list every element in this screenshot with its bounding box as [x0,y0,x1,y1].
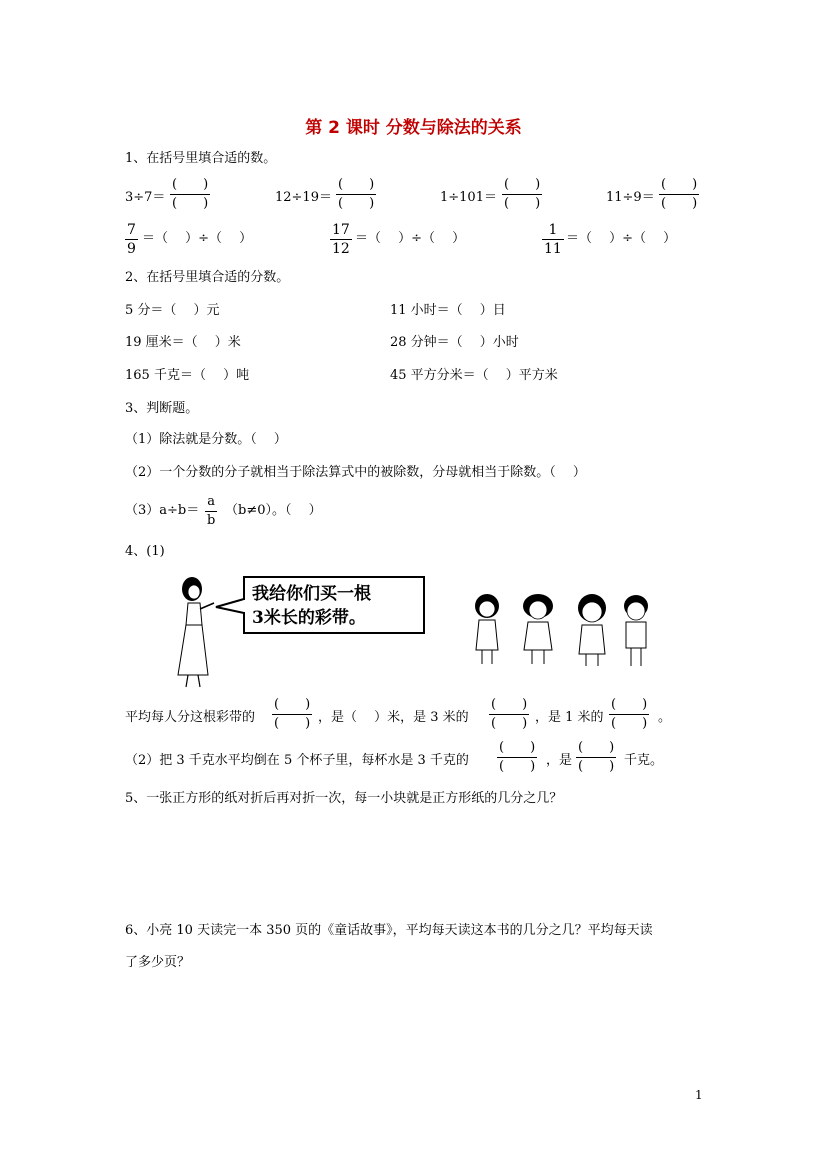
speech-line-2: 3米长的彩带。 [252,608,366,628]
speech-line-1: 我给你们买一根 [252,584,371,604]
q1-division-blanks-2[interactable]: ＝（ ）÷（ ） [355,231,466,246]
q3-heading: 3、判断题。 [125,401,199,416]
q5-text: 5、一张正方形的纸对折后再对折一次，每一小块就是正方形纸的几分之几？ [125,791,563,806]
q1-answer-fraction-2 [336,177,376,212]
q4-line1-d: 。 [658,710,672,725]
blank[interactable]: ( ) [578,740,615,755]
q1-division-blanks-3[interactable]: ＝（ ）÷（ ） [566,231,677,246]
q2-item-3[interactable]: 19 厘米＝（ ）米 [125,335,241,350]
q4-line2-b: ，是 [546,753,573,768]
page-title: 第 2 课时 分数与除法的关系 [305,118,522,138]
blank[interactable]: ( ) [491,716,528,731]
blank[interactable]: ( ) [578,759,615,774]
q2-item-4[interactable]: 28 分钟＝（ ）小时 [390,335,519,350]
q4-line2-c: 千克。 [624,753,664,768]
q1-expr-3: 1÷101＝ [440,190,497,205]
q1-answer-fraction-1 [170,177,210,212]
q1-fraction-17-12: 17 12 [332,222,350,257]
blank[interactable]: ( ) [499,740,536,755]
blank[interactable]: ( ) [611,716,648,731]
q1-fraction-1-11: 1 11 [544,222,562,257]
blank[interactable]: ( ) [274,716,311,731]
q3-item-1[interactable]: （1）除法就是分数。（ ） [125,432,287,447]
q4-fraction-blank-4 [497,740,537,775]
blank[interactable]: ( ) [661,177,698,192]
q1-expr-4: 11÷9＝ [606,190,655,205]
q4-line1-a: 平均每人分这根彩带的 [125,710,256,725]
page-number: 1 [695,1088,703,1102]
q6-line-2: 了多少页？ [125,955,191,970]
blank[interactable]: ( ) [504,196,541,211]
blank[interactable]: ( ) [338,196,375,211]
blank[interactable]: ( ) [338,177,375,192]
q3-fraction-a-b: a b [207,494,216,528]
q4-heading: 4、(1) [125,544,165,559]
blank[interactable]: ( ) [172,196,209,211]
q1-expr-2: 12÷19＝ [275,190,332,205]
q2-heading: 2、在括号里填合适的分数。 [125,270,290,285]
q1-heading: 1、在括号里填合适的数。 [125,151,277,166]
q2-item-2[interactable]: 11 小时＝（ ）日 [390,303,506,318]
q4-line2-a: （2）把 3 千克水平均倒在 5 个杯子里，每杯水是 3 千克的 [125,753,469,768]
q3-item-3-prefix: （3）a÷b＝ [125,503,200,518]
blank[interactable]: ( ) [274,697,311,712]
q4-fraction-blank-5 [576,740,616,775]
q1-division-blanks-1[interactable]: ＝（ ）÷（ ） [142,231,253,246]
q2-item-1[interactable]: 5 分＝（ ）元 [125,303,220,318]
blank[interactable]: ( ) [611,697,648,712]
blank[interactable]: ( ) [661,196,698,211]
blank[interactable]: ( ) [172,177,209,192]
q2-item-5[interactable]: 165 千克＝（ ）吨 [125,368,250,383]
q2-item-6[interactable]: 45 平方分米＝（ ）平方米 [390,368,558,383]
q1-fraction-7-9: 7 9 [127,222,136,257]
q3-item-2[interactable]: （2）一个分数的分子就相当于除法算式中的被除数，分母就相当于除数。（ ） [125,465,586,480]
q4-fraction-blank-1 [272,697,312,732]
q4-line1-b[interactable]: ，是（ ）米，是 3 米的 [318,710,469,725]
q4-line1-c: ，是 1 米的 [535,710,604,725]
q4-fraction-blank-2 [489,697,529,732]
blank[interactable]: ( ) [491,697,528,712]
q3-item-3-suffix[interactable]: （b≠0）。（ ） [225,503,322,518]
q4-fraction-blank-3 [609,697,649,732]
q6-line-1: 6、小亮 10 天读完一本 350 页的《童话故事》，平均每天读这本书的几分之几？平均每天读 [125,923,653,938]
blank[interactable]: ( ) [504,177,541,192]
q1-answer-fraction-3 [502,177,542,212]
q1-expr-1: 3÷7＝ [125,190,166,205]
q1-answer-fraction-4 [659,177,699,212]
blank[interactable]: ( ) [499,759,536,774]
children-illustration [470,592,660,672]
